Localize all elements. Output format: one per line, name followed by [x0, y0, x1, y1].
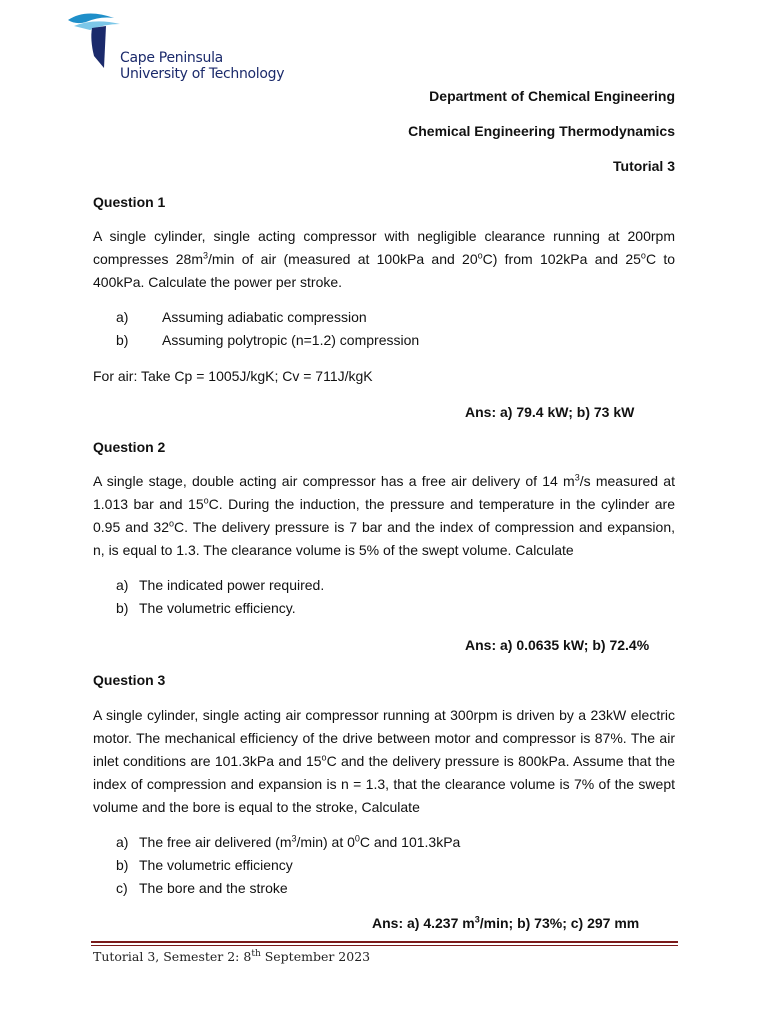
question-3-heading: Question 3: [93, 672, 166, 688]
logo-line-2: University of Technology: [120, 66, 285, 82]
logo-text: [120, 50, 284, 82]
question-2-item-b-text: The volumetric efficiency.: [139, 600, 296, 616]
question-1-air-properties: For air: Take Cp = 1005J/kgK; Cv = 711J/kgK: [93, 368, 373, 384]
course-heading: Chemical Engineering Thermodynamics: [408, 123, 675, 139]
question-1-item-a-label: a): [116, 309, 129, 325]
question-1-answer: Ans: a) 79.4 kW; b) 73 kW: [465, 404, 635, 420]
question-3-item-a-text: The free air delivered $(m^3/\min)$ at $0^0C$ and 101.3kPa: [139, 833, 461, 850]
question-3-text: A single cylinder, single acting air compressor running at 300rpm is driven by a 23kW electric motor. The mechanical efficiency of the drive between motor and compressor is 87%. The air inlet conditions are 101.3kPa and 15$^o$C and the delivery pressure is 800kPa. Assume that the index of compression and expansion is n = 1.3, that the clearance volume is 7% of the swept volume and the bore is equal to the stroke, Calculate: [93, 707, 675, 815]
question-1-item-a-text: Assuming adiabatic compression: [162, 309, 367, 325]
question-3-answer: Ans: a) 4.237 $m^3/\min$; b) 73%; c) 297 mm: [372, 914, 640, 931]
department-heading: Department of Chemical Engineering: [429, 88, 675, 104]
question-2-item-a-label: a): [116, 577, 129, 593]
question-2-answer: Ans: a) 0.0635 kW; b) 72.4%: [465, 637, 650, 653]
university-logo: [64, 10, 294, 90]
tutorial-heading: Tutorial 3: [613, 158, 675, 174]
question-3-item-c-label: c): [116, 880, 128, 896]
question-1-item-b-text: Assuming polytropic (n=1.2) compression: [162, 332, 420, 348]
question-3-item-c-text: The bore and the stroke: [139, 880, 288, 896]
question-2-heading: Question 2: [93, 439, 166, 455]
question-2-item-a-text: The indicated power required.: [139, 577, 325, 593]
question-3-item-b-text: The volumetric efficiency: [139, 857, 293, 873]
question-1-item-b-label: b): [116, 332, 129, 348]
logo-line-1: Cape Peninsula: [120, 50, 223, 66]
question-3-item-a-label: a): [116, 834, 129, 850]
page-footer: Tutorial 3, Semester 2: 8th September 2023: [93, 948, 371, 964]
footer-rule-thick: [91, 941, 678, 943]
question-2-item-b-label: b): [116, 600, 129, 616]
question-1-text: A single cylinder, single acting compressor with negligible clearance running at 200rpm compresses $28m^3/\min$ of air (measured at 100kPa and 20$^o$C) from 102kPa and 25$^o$C to 400kPa. Calculate the power per stroke.: [93, 228, 675, 290]
footer-rule-thin: [91, 945, 678, 946]
question-1-heading: Question 1: [93, 194, 166, 210]
question-2-text: A single stage, double acting air compressor has a free air delivery of 14 $m^3/s$ measured at 1.013 bar and 15$^o$C. During the induction, the pressure and temperature in the cylinder are 0.95 and 32$^o$C. The delivery pressure is 7 bar and the index of compression and expansion, n, is equal to 1.3. The clearance volume is 5% of the swept volume. Calculate: [93, 472, 675, 558]
question-3-item-b-label: b): [116, 857, 129, 873]
